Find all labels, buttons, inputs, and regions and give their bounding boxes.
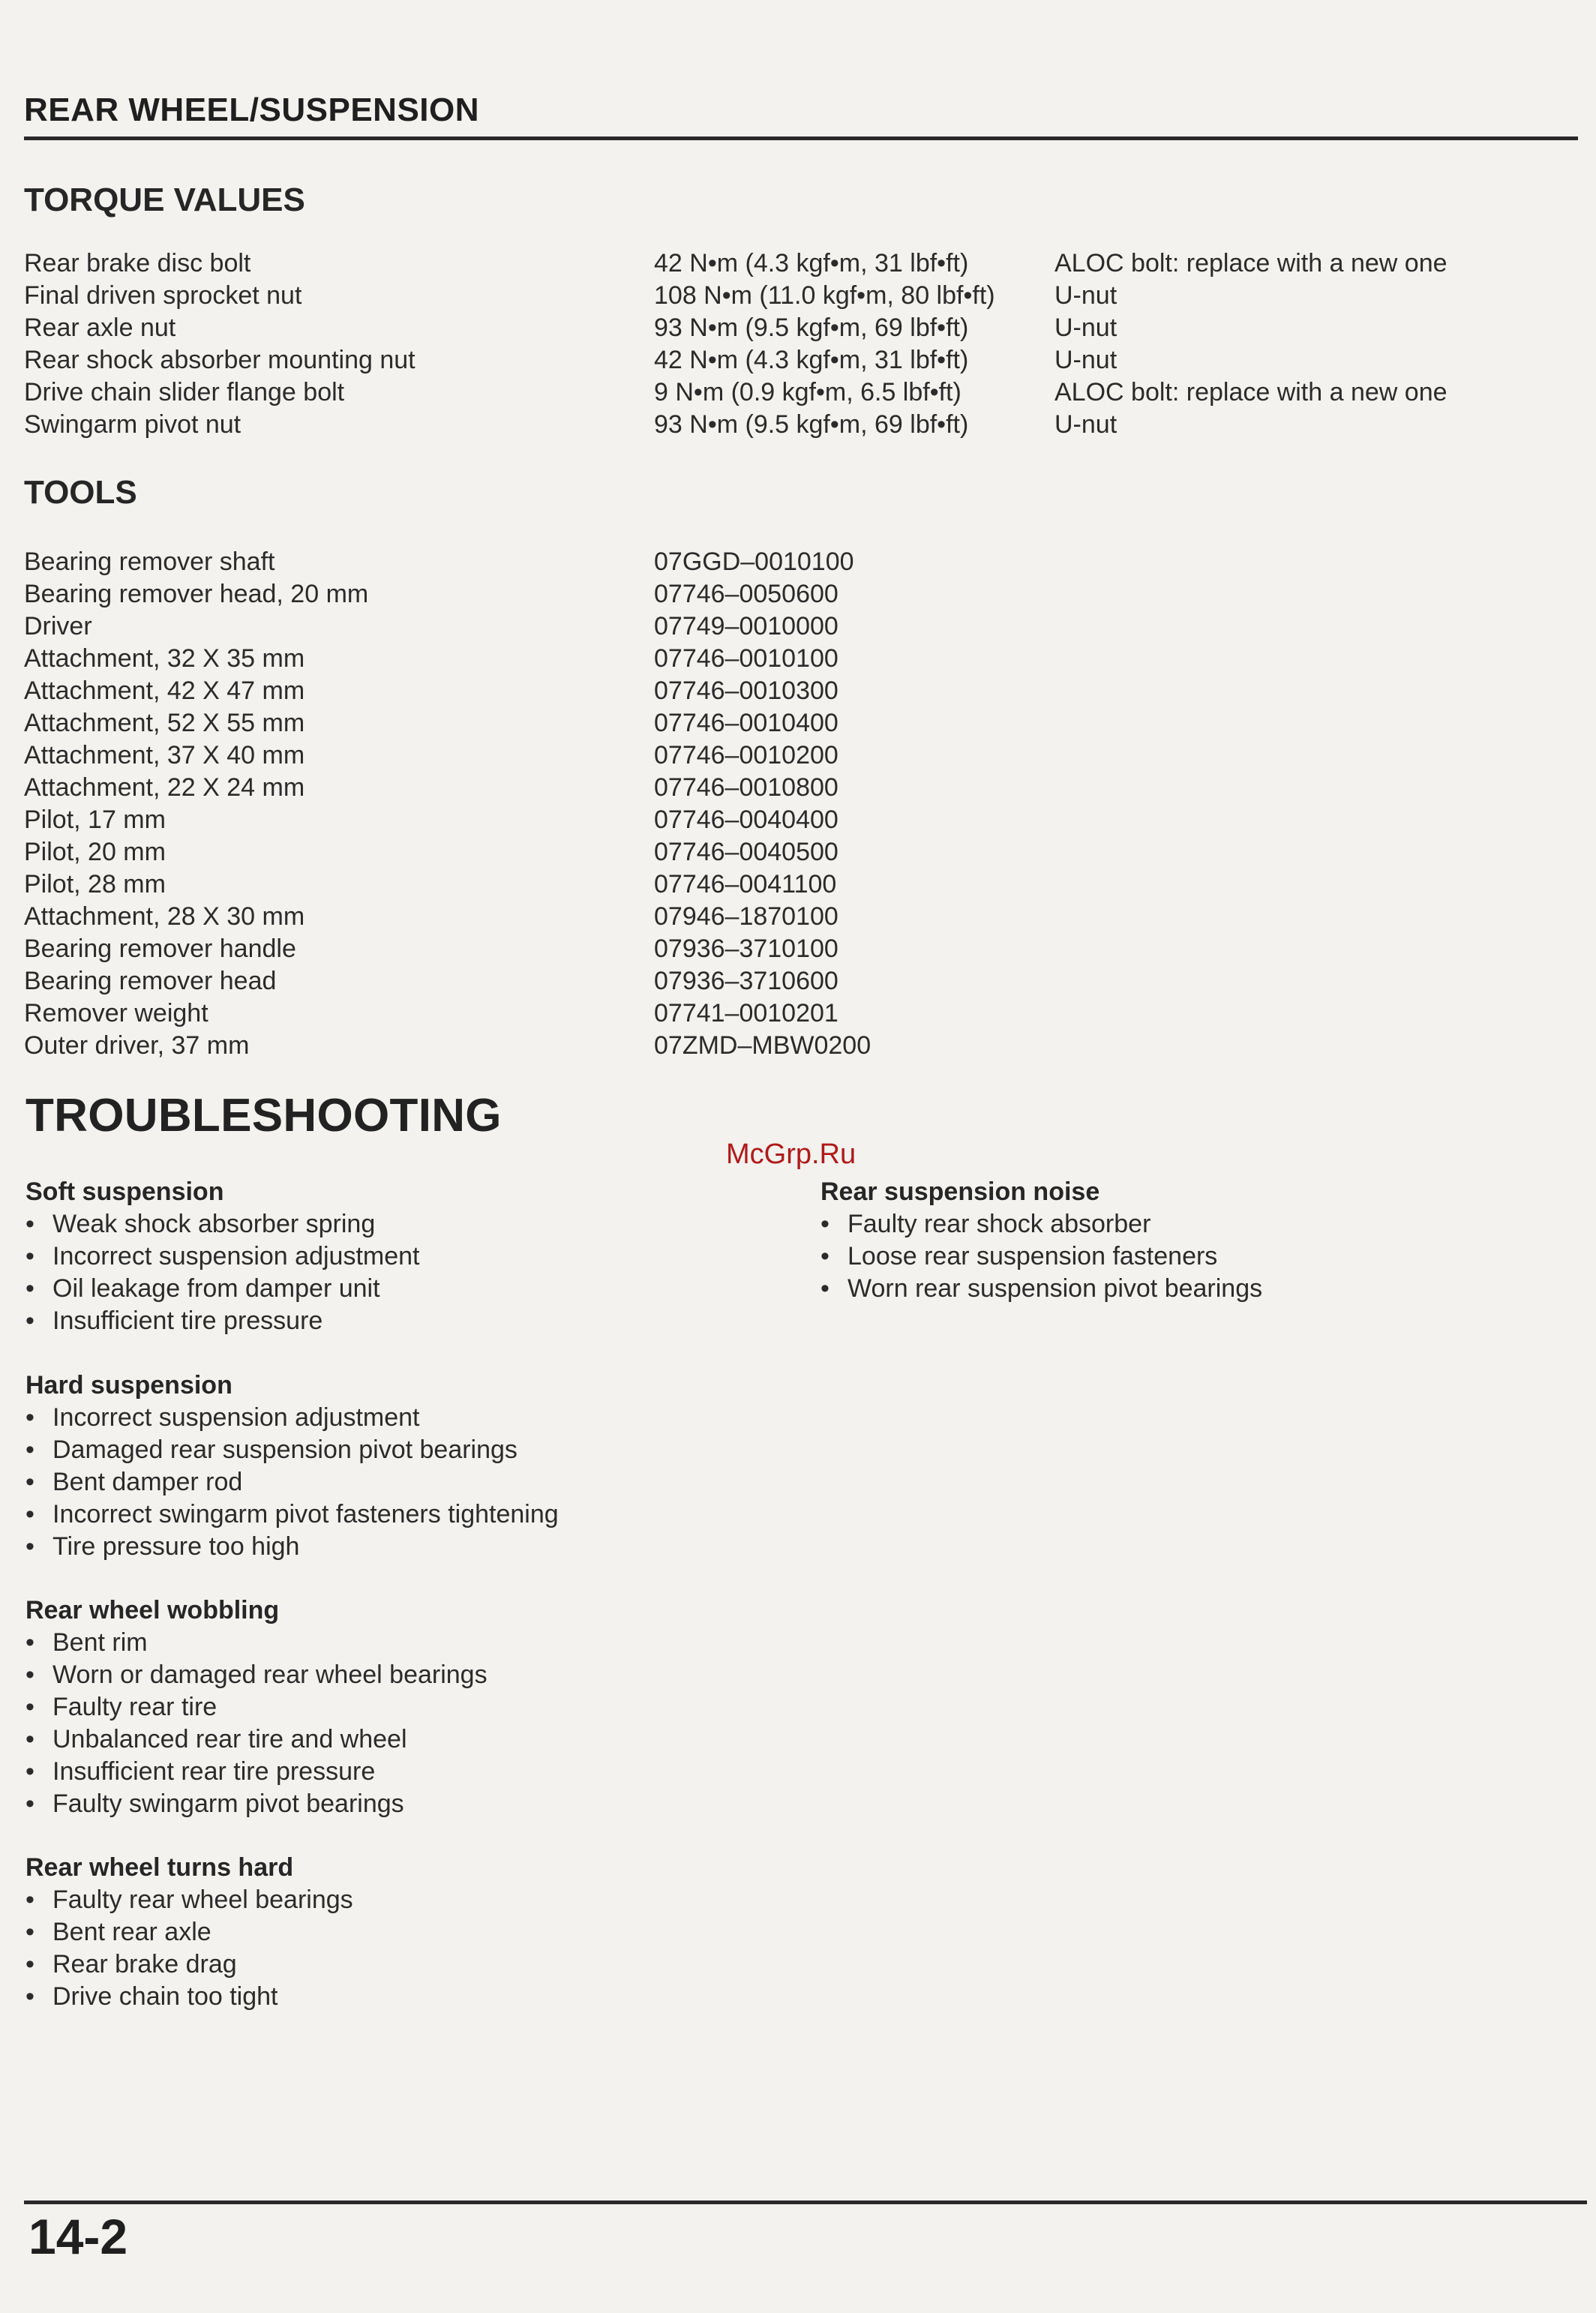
cause-item — [26, 1756, 488, 1788]
tool-part-number: 07746–0010100 — [654, 644, 838, 673]
cause-text: Rear brake drag — [52, 1950, 237, 1978]
torque-row — [0, 409, 1596, 441]
cause-text: Incorrect suspension adjustment — [52, 1403, 420, 1432]
bullet-icon: • — [26, 1660, 34, 1689]
cause-text: Insufficient rear tire pressure — [52, 1757, 376, 1786]
cause-text: Incorrect swingarm pivot fasteners tightening — [52, 1500, 559, 1528]
tool-name: Attachment, 52 X 55 mm — [24, 709, 305, 737]
symptom-group-rear-suspension-noise — [820, 1176, 1262, 1305]
cause-item — [26, 1402, 559, 1434]
tool-part-number: 07746–0010300 — [654, 676, 838, 705]
tool-name: Attachment, 42 X 47 mm — [24, 676, 305, 705]
bullet-icon: • — [26, 1918, 34, 1946]
tool-name: Attachment, 28 X 30 mm — [24, 902, 305, 931]
bullet-icon: • — [26, 1950, 34, 1978]
tool-name: Bearing remover shaft — [24, 548, 275, 576]
section-title: REAR WHEEL/SUSPENSION — [24, 92, 480, 128]
tool-part-number: 07936–3710600 — [654, 967, 838, 995]
cause-text: Drive chain too tight — [52, 1982, 278, 2011]
torque-value: 42 N•m (4.3 kgf•m, 31 lbf•ft) — [654, 346, 969, 374]
tool-part-number: 07746–0040500 — [654, 838, 838, 866]
tool-row — [0, 610, 1596, 643]
tool-part-number: 07936–3710100 — [654, 934, 838, 963]
torque-row — [0, 376, 1596, 409]
symptom-group-hard-suspension — [26, 1370, 559, 1563]
footer-divider — [24, 2200, 1587, 2204]
tool-row — [0, 675, 1596, 707]
tool-name: Driver — [24, 612, 92, 640]
tool-name: Attachment, 37 X 40 mm — [24, 741, 305, 770]
symptom-title: Hard suspension — [26, 1371, 232, 1400]
bullet-icon: • — [26, 1500, 34, 1528]
cause-item — [26, 1691, 488, 1724]
cause-item — [26, 1434, 559, 1466]
cause-text: Unbalanced rear tire and wheel — [52, 1725, 407, 1754]
tool-name: Bearing remover head, 20 mm — [24, 580, 369, 608]
bullet-icon: • — [26, 1274, 34, 1303]
bullet-icon: • — [26, 1468, 34, 1496]
torque-values-heading: TORQUE VALUES — [24, 182, 305, 218]
cause-text: Damaged rear suspension pivot bearings — [52, 1436, 518, 1464]
bullet-icon: • — [26, 1982, 34, 2011]
bullet-icon: • — [820, 1210, 830, 1238]
bullet-icon: • — [26, 1790, 34, 1818]
cause-text: Insufficient tire pressure — [52, 1306, 323, 1335]
cause-item — [26, 1948, 353, 1981]
tool-row — [0, 707, 1596, 740]
cause-item — [26, 1273, 419, 1305]
cause-item — [26, 1240, 419, 1273]
tool-part-number: 07ZMD–MBW0200 — [654, 1031, 872, 1060]
symptom-group-rear-wheel-turns-hard — [26, 1852, 353, 2013]
tool-part-number: 07746–0050600 — [654, 580, 838, 608]
cause-text: Loose rear suspension fasteners — [848, 1242, 1218, 1270]
torque-row — [0, 312, 1596, 344]
tool-row — [0, 772, 1596, 804]
tool-row — [0, 901, 1596, 933]
torque-row — [0, 344, 1596, 376]
tool-part-number: 07749–0010000 — [654, 612, 838, 640]
tool-row — [0, 965, 1596, 998]
cause-item — [26, 1981, 353, 2013]
tool-row — [0, 804, 1596, 836]
torque-item: Rear shock absorber mounting nut — [24, 346, 416, 374]
symptom-title: Rear wheel turns hard — [26, 1853, 294, 1882]
tool-row — [0, 740, 1596, 772]
tools-heading: TOOLS — [24, 474, 137, 511]
bullet-icon: • — [26, 1242, 34, 1270]
torque-item: Drive chain slider flange bolt — [24, 378, 345, 406]
watermark-text: McGrp.Ru — [726, 1138, 856, 1170]
tool-name: Pilot, 20 mm — [24, 838, 166, 866]
cause-item — [26, 1498, 559, 1531]
tool-name: Attachment, 32 X 35 mm — [24, 644, 305, 673]
tool-part-number: 07741–0010201 — [654, 999, 838, 1028]
tool-name: Bearing remover handle — [24, 934, 296, 963]
cause-text: Oil leakage from damper unit — [52, 1274, 380, 1303]
tool-part-number: 07746–0010800 — [654, 773, 838, 802]
bullet-icon: • — [820, 1274, 830, 1303]
tool-row — [0, 1030, 1596, 1062]
torque-item: Swingarm pivot nut — [24, 410, 242, 439]
torque-value: 42 N•m (4.3 kgf•m, 31 lbf•ft) — [654, 249, 969, 278]
symptom-title: Soft suspension — [26, 1178, 224, 1206]
cause-item — [26, 1531, 559, 1563]
cause-item — [26, 1916, 353, 1948]
torque-value: 93 N•m (9.5 kgf•m, 69 lbf•ft) — [654, 314, 969, 342]
tool-part-number: 07746–0041100 — [654, 870, 837, 898]
cause-text: Faulty rear shock absorber — [848, 1210, 1151, 1238]
cause-item — [820, 1208, 1262, 1240]
bullet-icon: • — [26, 1436, 34, 1464]
cause-text: Faulty rear wheel bearings — [52, 1886, 353, 1914]
tool-name: Pilot, 17 mm — [24, 806, 166, 834]
bullet-icon: • — [820, 1242, 830, 1270]
cause-text: Bent rear axle — [52, 1918, 212, 1946]
tool-row — [0, 546, 1596, 578]
cause-text: Weak shock absorber spring — [52, 1210, 376, 1238]
bullet-icon: • — [26, 1532, 34, 1561]
cause-item — [820, 1240, 1262, 1273]
torque-value: 93 N•m (9.5 kgf•m, 69 lbf•ft) — [654, 410, 969, 439]
tool-row — [0, 578, 1596, 610]
page-number: 14-2 — [28, 2209, 128, 2264]
cause-item — [26, 1659, 488, 1691]
bullet-icon: • — [26, 1306, 34, 1335]
header-divider — [24, 136, 1578, 140]
torque-row — [0, 248, 1596, 280]
bullet-icon: • — [26, 1725, 34, 1754]
cause-text: Worn or damaged rear wheel bearings — [52, 1660, 488, 1689]
bullet-icon: • — [26, 1757, 34, 1786]
cause-item — [26, 1627, 488, 1659]
bullet-icon: • — [26, 1886, 34, 1914]
tool-part-number: 07GGD–0010100 — [654, 548, 854, 576]
cause-text: Faulty swingarm pivot bearings — [52, 1790, 404, 1818]
tool-part-number: 07946–1870100 — [654, 902, 838, 931]
tool-part-number: 07746–0010400 — [654, 709, 838, 737]
torque-value: 108 N•m (11.0 kgf•m, 80 lbf•ft) — [654, 281, 995, 310]
cause-text: Incorrect suspension adjustment — [52, 1242, 420, 1270]
symptom-title: Rear suspension noise — [820, 1178, 1100, 1206]
torque-value: 9 N•m (0.9 kgf•m, 6.5 lbf•ft) — [654, 378, 962, 406]
cause-item — [26, 1466, 559, 1498]
cause-text: Faulty rear tire — [52, 1693, 218, 1721]
cause-item — [820, 1273, 1262, 1305]
cause-item — [26, 1788, 488, 1820]
tool-name: Outer driver, 37 mm — [24, 1031, 250, 1060]
cause-text: Tire pressure too high — [52, 1532, 300, 1561]
tool-part-number: 07746–0010200 — [654, 741, 838, 770]
troubleshooting-heading: TROUBLESHOOTING — [26, 1090, 502, 1142]
tool-row — [0, 933, 1596, 965]
torque-item: Rear axle nut — [24, 314, 176, 342]
torque-note: U-nut — [1054, 410, 1118, 439]
cause-item — [26, 1884, 353, 1916]
torque-note: ALOC bolt: replace with a new one — [1054, 378, 1448, 406]
tool-row — [0, 643, 1596, 675]
tool-row — [0, 868, 1596, 901]
bullet-icon: • — [26, 1210, 34, 1238]
cause-text: Bent rim — [52, 1628, 148, 1657]
torque-note: U-nut — [1054, 346, 1118, 374]
bullet-icon: • — [26, 1628, 34, 1657]
symptom-group-rear-wheel-wobbling — [26, 1594, 488, 1820]
cause-item — [26, 1724, 488, 1756]
symptom-group-soft-suspension — [26, 1176, 419, 1337]
tool-name: Pilot, 28 mm — [24, 870, 166, 898]
cause-item — [26, 1208, 419, 1240]
symptom-title: Rear wheel wobbling — [26, 1596, 280, 1624]
tool-name: Attachment, 22 X 24 mm — [24, 773, 305, 802]
torque-item: Rear brake disc bolt — [24, 249, 251, 278]
bullet-icon: • — [26, 1693, 34, 1721]
torque-note: U-nut — [1054, 314, 1118, 342]
cause-text: Worn rear suspension pivot bearings — [848, 1274, 1263, 1303]
tool-name: Remover weight — [24, 999, 208, 1028]
tool-row — [0, 998, 1596, 1030]
torque-note: ALOC bolt: replace with a new one — [1054, 249, 1448, 278]
bullet-icon: • — [26, 1403, 34, 1432]
tool-part-number: 07746–0040400 — [654, 806, 838, 834]
torque-item: Final driven sprocket nut — [24, 281, 302, 310]
tool-name: Bearing remover head — [24, 967, 277, 995]
torque-note: U-nut — [1054, 281, 1118, 310]
torque-row — [0, 280, 1596, 312]
tool-row — [0, 836, 1596, 868]
cause-text: Bent damper rod — [52, 1468, 243, 1496]
cause-item — [26, 1305, 419, 1337]
